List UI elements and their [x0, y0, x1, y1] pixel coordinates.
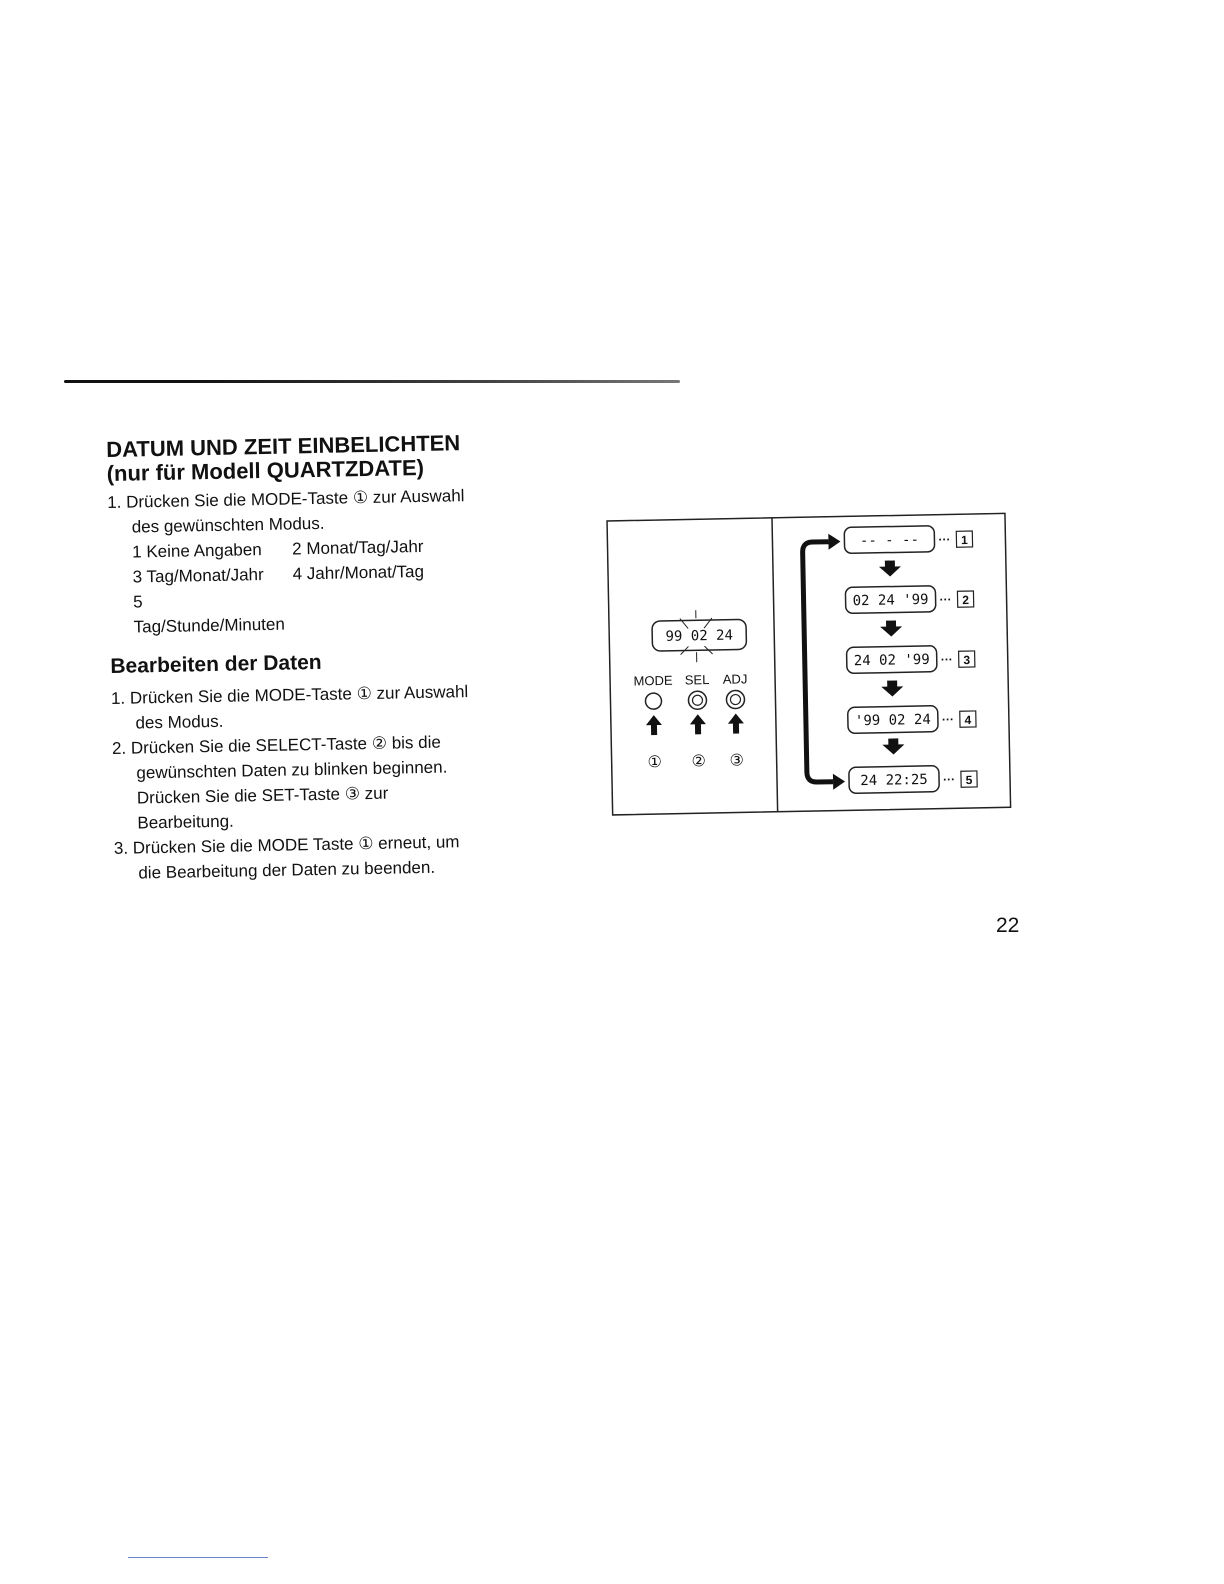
top-rule [64, 380, 680, 383]
mode-item: 1 Keine Angaben [132, 540, 262, 562]
adj-button-icon [726, 690, 744, 708]
s2-step1-line1: 1. Drücken Sie die MODE-Taste ① zur Auswahl [110, 682, 469, 708]
display-2-num: 2 [962, 593, 970, 608]
bottom-rule [128, 1557, 268, 1558]
arrow-up-icon [728, 713, 744, 733]
heading-line2: (nur für Modell QUARTZDATE) [106, 454, 425, 486]
page-number: 22 [996, 914, 1020, 937]
display-2-text: 02 24 '99 [852, 591, 929, 610]
text-column [106, 430, 545, 886]
button-label-adj: ADJ [722, 671, 748, 687]
display-5-dots: ··· [942, 772, 956, 787]
arrow-down-icon [882, 738, 904, 754]
section2-title: Bearbeiten der Daten [110, 650, 322, 678]
mode-item: 5 Tag/Stunde/Minuten [132, 592, 286, 637]
heading-line1: DATUM UND ZEIT EINBELICHTEN [105, 430, 461, 462]
display-4 [848, 706, 938, 734]
s2-step2-line2: gewünschten Daten zu blinken beginnen. [136, 757, 448, 783]
display-5-text: 24 22:25 [860, 771, 928, 790]
s2-step1-line2: des Modus. [135, 711, 224, 733]
camera-diagram [606, 512, 1012, 818]
s2-step2-line4: Bearbeitung. [137, 811, 234, 833]
arrow-down-icon [880, 620, 902, 636]
display-2-dots: ··· [939, 592, 952, 607]
cycle-arrow-top-icon [828, 534, 840, 550]
mode-item: 2 Monat/Tag/Jahr [291, 536, 424, 559]
button-number-1: ① [647, 751, 663, 772]
cycle-arrow-bottom-icon [833, 773, 845, 789]
arrow-up-icon [690, 714, 706, 734]
button-number-2: ② [691, 751, 706, 771]
diagram-divider [772, 518, 778, 812]
display-1-num: 1 [960, 533, 968, 548]
intro-step1-line2: des gewünschten Modus. [131, 513, 325, 537]
mode-item: 4 Jahr/Monat/Tag [292, 561, 425, 584]
s2-step3-line1: 3. Drücken Sie die MODE Taste ① erneut, um [113, 832, 460, 858]
cycle-bracket [802, 542, 833, 782]
display-2 [845, 586, 935, 614]
button-label-sel: SEL [684, 672, 710, 688]
mode-button-icon [645, 693, 661, 709]
display-3-num: 3 [963, 653, 971, 668]
arrow-down-icon [879, 560, 901, 576]
mode-item: 3 Tag/Monat/Jahr [132, 564, 264, 587]
display-4-num: 4 [964, 713, 972, 728]
mode-list [108, 532, 540, 640]
s2-step3-line2: die Bearbeitung der Daten zu beenden. [138, 857, 436, 883]
intro-step1-line1: 1. Drücken Sie die MODE-Taste ① zur Auswahl [107, 486, 465, 512]
display-5-num: 5 [965, 773, 973, 788]
s2-step2-line1: 2. Drücken Sie die SELECT-Taste ② bis die [111, 732, 442, 758]
arrow-down-icon [881, 680, 903, 696]
button-number-3: ③ [729, 750, 744, 770]
display-3-text: 24 02 '99 [853, 651, 930, 670]
sel-button-icon [688, 691, 706, 709]
display-1 [844, 526, 934, 554]
s2-step2-line3: Drücken Sie die SET-Taste ③ zur [136, 783, 389, 808]
display-1-dots: ··· [938, 532, 951, 547]
display-1-text: -- - -- [859, 531, 920, 550]
arrow-up-icon [646, 715, 662, 735]
display-3-dots: ··· [940, 652, 953, 667]
display-4-text: '99 02 24 [854, 711, 931, 730]
display-3 [846, 646, 936, 674]
button-label-mode: MODE [633, 672, 673, 689]
display-5 [849, 766, 939, 794]
display-4-dots: ··· [941, 712, 955, 727]
diagram-svg [606, 512, 1012, 818]
lcd-main-text: 99 02 24 [665, 627, 734, 645]
